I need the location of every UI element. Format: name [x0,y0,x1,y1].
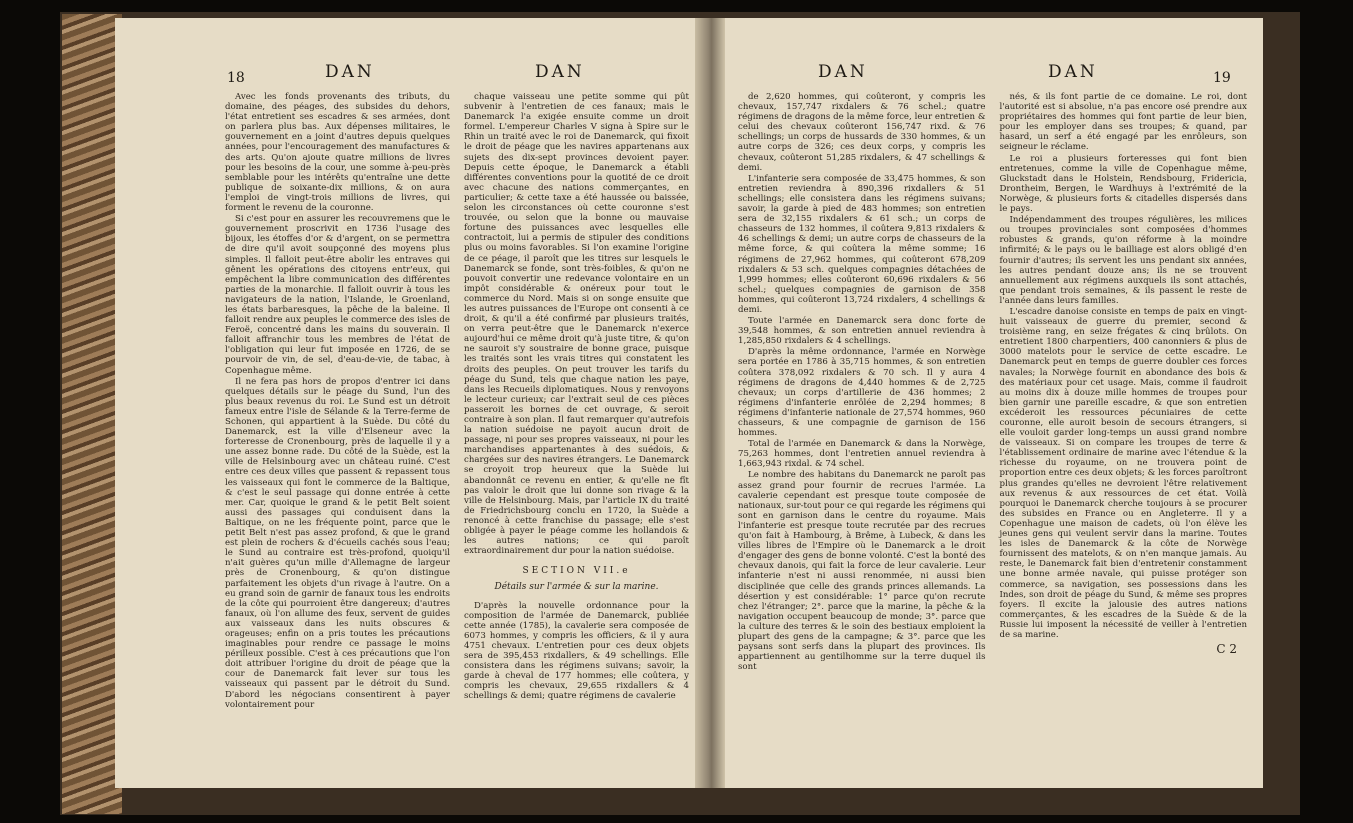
section-subtitle: Détails sur l'armée & sur la marine. [494,582,659,593]
paragraph: D'après la même ordonnance, l'armée en Norwège sera portée en 1786 à 35,715 hommes, & son entretien coûtera 378,092 rixdalers & 70 sch. Il y aura 4 régimens de dragons de 4,440 hommes & de 2,725 chevaux; un corps d'artillerie de 436 hommes; 2 régimens d'infanterie enrôlée de 2,294 hommes; 8 régimens d'infanterie nationale de 27,574 hommes, 960 chasseurs, & une compagnie de garnison de 156 hommes. [738,347,986,439]
paragraph: Si c'est pour en assurer les recouvremens que le gouvernement proscrivit en 1736 l'usage des bijoux, les étoffes d'or & d'argent, on se permettra de dire qu'il avoit soupçonné des moyens plus simples. Il falloit peut-être abolir les entraves qui gênent les opérations des citoyens entr'eux, qui empêchent la libre communication des différentes parties de la monarchie. Il falloit ouvrir à tous les navigateurs de la nation, l'Islande, le Groenland, les états barbaresques, la pêche de la baleine. Il falloit rendre aux peuples le commerce des isles de Feroë, concentré dans les mains du souverain. Il falloit affranchir tous les membres de l'état de l'obligation qui leur fut imposée en 1726, de se pourvoir de vin, de sel, d'eau-de-vie, de tabac, à Copenhague même. [225,214,450,376]
signature-mark: C 2 [1216,642,1237,657]
marbled-endpaper [62,14,122,814]
paragraph: Toute l'armée en Danemarck sera donc forte de 39,548 hommes, & son entretien annuel reviendra à 1,285,850 rixdalers & 4 schellings. [738,316,986,347]
running-head-left: DAN [818,62,868,82]
paragraph: chaque vaisseau une petite somme qui pût subvenir à l'entretien de ces fanaux; mais le Danemarck l'a exigée ensuite comme un droit formel. L'empereur Charles V signa à Spire sur le Rhin un traité avec le roi de Danemarck, qui fixoit le droit de péage que les navires appartenans aux sujets des dix-sept provinces devoient payer. Depuis cette époque, le Danemarck a établi différentes conventions pour la quotité de ce droit avec chacune des nations commerçantes, en particulier; & cette taxe a été haussée ou baissée, selon les circonstances où cette couronne s'est trouvée, ou selon que la bonne ou mauvaise fortune des puissances avec lesquelles elle contractoit, lui a permis de stipuler des conditions plus ou moins favorables. Si l'on examine l'origine de ce péage, il paroît que les titres sur lesquels le Danemarck se fonde, sont très-foibles, & qu'on ne pouvoit convertir une redevance volontaire en un impôt considérable & onéreux pour tout le commerce du Nord. Mais si on songe ensuite que les autres puissances de l'Europe ont consenti à ce droit, & qu'il a été confirmé par plusieurs traités, on verra peut-être que le Danemarck n'exerce aujourd'hui ce même droit qu'à juste titre, & qu'on ne sauroit s'y soustraire de bonne grace, puisque les traités sont les vrais titres qui constatent les droits des peuples. On peut trouver les tarifs du péage du Sund, tels que chaque nation les paye, dans les Recueils diplomatiques. Nous y renvoyons le lecteur curieux; car l'extrait seul de ces pièces passeroit les bornes de cet ouvrage, & seroit contraire à son plan. Il faut remarquer qu'autrefois la nation suédoise ne payoit aucun droit de passage, ni pour ses propres vaisseaux, ni pour les marchandises appartenantes à des suédois, & chargées sur des navires étrangers. Le Danemarck se croyoit trop heureux que la Suède lui abandonnât ce revenu en entier, & qu'elle ne fît pas valoir le droit que lui donne son rivage & la ville de Helsinbourg. Mais, par l'article IX du traité de Friedrichsbourg conclu en 1720, la Suède a renoncé à cette franchise du passage; elle s'est obligée à payer le péage comme les hollandois & les autres nations; ce qui paroît extraordinairement dur pour la nation suédoise. [464,92,689,557]
page-number: 19 [1213,70,1231,86]
running-head-left: DAN [325,62,375,82]
right-page [718,18,1263,788]
paragraph: Indépendamment des troupes régulières, les milices ou troupes provinciales sont composées d'hommes robustes & grands, qu'on réforme à la moindre infirmité; & le pays ou le bailliage est alors obligé d'en fournir d'autres; ils servent les uns pendant six années, les autres pendant douze ans; ils ne se trouvent annuellement aux régimens auxquels ils sont attachés, que pendant trois semaines, & ils passent le reste de l'année dans leurs familles. [999,215,1247,306]
paragraph: Total de l'armée en Danemarck & dans la Norwège, 75,263 hommes, dont l'entretien annuel reviendra à 1,663,943 rixdal. & 74 schel. [738,439,986,470]
book-gutter [695,18,725,788]
paragraph: Le nombre des habitans du Danemarck ne paroît pas assez grand pour fournir de recrues l'armée. La cavalerie cependant est presque toute composée de nationaux, sur-tout pour ce qui regarde les régimens qui sont en garnison dans le centre du royaume. Mais l'infanterie est presque toute recrutée par des recrues qu'on fait à Hambourg, à Brême, à Lubeck, & dans les villes libres de l'Empire où le Danemarck a le droit d'engager des gens de bonne volonté. C'est la bonté des chevaux danois, qui fait la force de leur cavalerie. Leur infanterie n'est ni aussi renommée, ni aussi bien disciplinée que celle des grands princes allemands. La désertion y est considérable: 1° parce qu'on recrute chez l'étranger; 2°. parce que la marine, la pêche & la navigation occupent beaucoup de monde; 3°. parce que la culture des terres & le soin des bestiaux emploient la plupart des gens de la campagne; & 3°. parce que les paysans sont serfs dans la plupart des provinces. Ils appartiennent au gentilhomme sur la terre duquel ils sont [738,470,986,673]
running-head-right: DAN [1048,62,1098,82]
running-head-right: DAN [535,62,585,82]
text-columns [738,92,1247,673]
paragraph: Avec les fonds provenants des tributs, du domaine, des péages, des subsides du dehors, l'état entretient ses escadres & ses armées, dont on parlera plus bas. Aux dépenses militaires, le gouvernement en a joint d'autres depuis quelques années, pour l'encouragement des manufactures & des arts. Qu'on ajoute quatre millions de livres pour les besoins de la cour, une somme à-peu-près semblable pour les intérêts qu'entraîne une dette publique de soixante-dix millions, & on aura l'emploi de vingt-trois millions de livres, qui forment le revenu de la couronne. [225,92,450,214]
page-number: 18 [227,70,245,86]
paragraph: L'infanterie sera composée de 33,475 hommes, & son entretien reviendra à 890,396 rixdallers & 51 schellings; elle consistera dans les régimens suivans; savoir, la garde à pied de 483 hommes; son entretien sera de 32,155 rixdalers & 61 sch.; un corps de chasseurs de 132 hommes, il coûtera 9,813 rixdalers & 46 schellings & demi; un autre corps de chasseurs de la même force, & qui coûtera la même somme; 16 régimens de 27,962 hommes, qui coûteront 678,209 rixdalers & 53 sch. quelques compagnies détachées de 1,999 hommes; elles coûteront 60,696 rixdalers & 56 schel.; quelques compagnies de garnison de 358 hommes, qui coûteront 13,724 rixdalers, 4 schellings & demi. [738,173,986,315]
column-2 [1000,92,1248,673]
column-2 [464,92,689,711]
left-page [115,18,703,788]
paragraph: L'escadre danoise consiste en temps de paix en vingt-huit vaisseaux de guerre du premier, second & troisième rang, en seize frégates & cinq brûlots. On entretient 1800 charpentiers, 400 canonniers & plus de 3000 matelots pour le service de cette escadre. Le Danemarck peut en temps de guerre doubler ces forces navales; la Norwège fournit en abondance des bois & des matériaux pour cet usage. Mais, comme il faudroit au moins dix à douze mille hommes de troupes pour bien garnir une pareille escadre, & que son entretien excéderoit les ressources pécuniaires de cette couronne, elle auroit besoin de secours étrangers, si elle vouloit garder long-temps un aussi grand nombre de vaisseaux. Si on compare les troupes de terre & l'établissement ordinaire de marine avec l'étendue & la richesse du royaume, on ne trouvera point de proportion entre ces deux objets; & les forces paroîtront plus grandes qu'elles ne devroient l'être relativement aux revenus & aux ressources de cet état. Voilà pourquoi le Danemarck cherche toujours à se procurer des subsides en France ou en Angleterre. Il y a Copenhague une maison de cadets, où l'on élève les jeunes gens qui veulent servir dans la marine. Toutes les isles de Danemarck & la côte de Norwège fournissent des matelots, & on n'en manque jamais. Au reste, le Danemarck fait bien d'entretenir constamment une bonne armée navale, qui puisse protéger son commerce, sa navigation, ses possessions dans les Indes, son droit de péage du Sund, & même ses propres foyers. Il excite la jalousie des autres nations commerçantes, & les escadres de la Suède & de la Russie lui imposent la nécessité de veiller à l'entretien de sa marine. [999,306,1247,640]
paragraph: Le roi a plusieurs forteresses qui font bien entretenues, comme la ville de Copenhague même, Gluckstadt dans le Holstein, Rendsbourg, Fridericia, Drontheim, Bergen, le Wardhuys à l'extrémité de la Norwège, & plusieurs forts & citadelles dispersés dans le pays. [999,153,1247,215]
text-columns [225,92,689,711]
paragraph: nés, & ils font partie de ce domaine. Le roi, dont l'autorité est si absolue, n'a pas encore osé prendre aux propriétaires des hommes qui font partie de leur bien, pour les employer dans ses troupes; & quand, par hasard, un serf a été engagé par les enrôleurs, son seigneur le réclame. [999,92,1247,153]
paragraph: de 2,620 hommes, qui coûteront, y compris les chevaux, 157,747 rixdalers & 76 schel.; quatre régimens de dragons de la même force, leur entretien & celui des chevaux coûteront 156,747 rixd. & 76 schellings; un corps de hussards de 330 hommes, & un autre corps de 326; ces deux corps, y compris les chevaux, coûteront 51,285 rixdalers, & 47 schellings & demi. [738,92,986,173]
paragraph: Il ne fera pas hors de propos d'entrer ici dans quelques détails sur le péage du Sund, l'un des plus beaux revenus du roi. Le Sund est un détroit fameux entre l'isle de Sélande & la Terre-ferme de Schonen, qui appartient à la Suède. Du côté du Danemarck, est la ville d'Elseneur avec la forteresse de Cronenbourg, près de laquelle il y a une assez bonne rade. Du côté de la Suède, est la ville de Helsinbourg avec un château ruiné. C'est entre ces deux villes que passent & repassent tous les vaisseaux qui font le commerce de la Baltique, & c'est le seul passage qui donne entrée à cette mer. Car, quoique le grand & le petit Belt soient aussi des passages qui conduisent dans la Baltique, on ne les fréquente point, parce que le petit Belt n'est pas assez profond, & que le grand est plein de rochers & d'écueils cachés sous l'eau; le Sund au contraire est très-profond, quoiqu'il n'ait guères qu'un mille d'Allemagne de largeur près de Cronenbourg, & qu'on distingue parfaitement les objets d'un rivage à l'autre. On a eu grand soin de garnir de fanaux tous les endroits de la côte qui pourroient être dangereux; d'autres fanaux, où l'on allume des feux, servent de guides aux vaisseaux dans les nuits obscures & orageuses; enfin on a pris toutes les précautions imaginables pour rendre ce passage le moins périlleux possible. C'est à ces précautions que l'on doit attribuer l'origine du droit de péage que la cour de Danemarck fait lever sur tous les vaisseaux qui passent par le détroit du Sund. D'abord les négocians consentirent à payer volontairement pour [225,376,450,710]
column-1 [225,92,450,711]
column-1 [738,92,986,673]
section-heading: SECTION VII.e [522,566,631,577]
paragraph: D'après la nouvelle ordonnance pour la composition de l'armée de Danemarck, publiée cette année (1785), la cavalerie sera composée de 6073 hommes, y compris les officiers, & il y aura 4751 chevaux. L'entretien pour ces deux objets sera de 395,453 rixdallers, & 49 schellings. Elle consistera dans les régimens suivans; savoir, la garde à cheval de 177 hommes; elle coûtera, y compris les chevaux, 29,655 rixdallers & 4 schellings & demi; quatre régimens de cavalerie [464,600,689,702]
